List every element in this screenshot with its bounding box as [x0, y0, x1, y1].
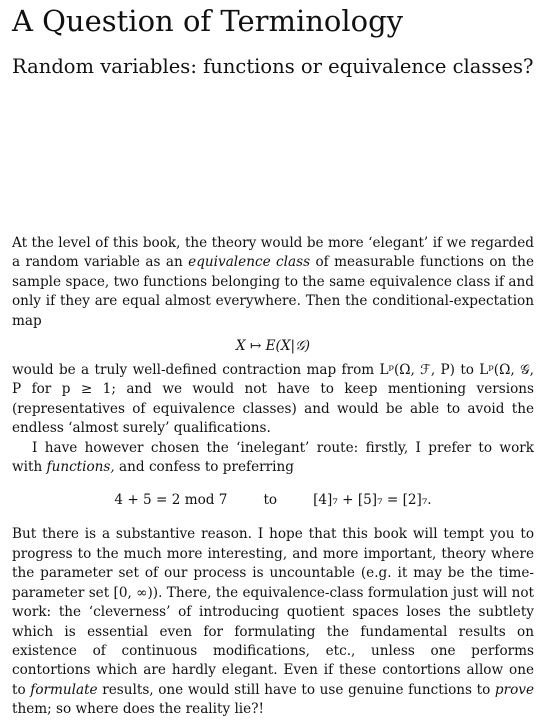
page-subtitle: Random variables: functions or equivalence classes?	[12, 55, 534, 78]
paragraph-3: I have however chosen the ‘inelegant’ route: firstly, I prefer to work with functions, and confess to preferring	[12, 439, 534, 476]
page-title: A Question of Terminology	[12, 4, 404, 38]
body-text	[12, 234, 534, 720]
emphasis-prove: prove	[494, 681, 534, 698]
modular-arithmetic-formula	[12, 489, 534, 511]
emphasis-formulate: formulate	[30, 681, 98, 698]
formula-connector: to	[263, 492, 278, 509]
paragraph-4: But there is a substantive reason. I hope that this book will tempt you to progress to the much more interesting, and more important, theory where the parameter set of our process is uncountable (e.g. it may be the time-parameter set [0, ∞)). There, the equivalence-class formulation just will not work: the ‘cleverness’ of introducing quotient spaces loses the subtlety which is essential even for formulating the fundamental results on existence of continuous modifications, etc., unless one performs contortions which are hardly elegant. Even if these contortions allow one to formulate results, one would still have to use genuine functions to prove them; so where does the reality lie?!	[12, 526, 534, 718]
conditional-expectation-formula: X ↦ E(X|𝒢)	[235, 338, 311, 355]
emphasis-equivalence-class: equivalence class	[188, 254, 311, 271]
paragraph-1: At the level of this book, the theory would be more ‘elegant’ if we regarded a random variable as an equivalence class of measurable functions on the sample space, two functions belonging to the same equivalence class if and only if they are equal almost everywhere. Then the conditional-expectation map	[12, 235, 534, 329]
formula-right: [4]₇ + [5]₇ = [2]₇.	[313, 492, 432, 509]
formula-left: 4 + 5 = 2 mod 7	[114, 492, 228, 509]
emphasis-functions: functions,	[46, 459, 115, 476]
paragraph-2: would be a truly well-defined contraction map from Lᵖ(Ω, ℱ, P) to Lᵖ(Ω, 𝒢, P for p ≥ 1; and we would not have to keep mentioning versions (representatives of equivalence classes) and would be able to avoid the endless ‘almost surely’ qualifications.	[12, 362, 534, 437]
